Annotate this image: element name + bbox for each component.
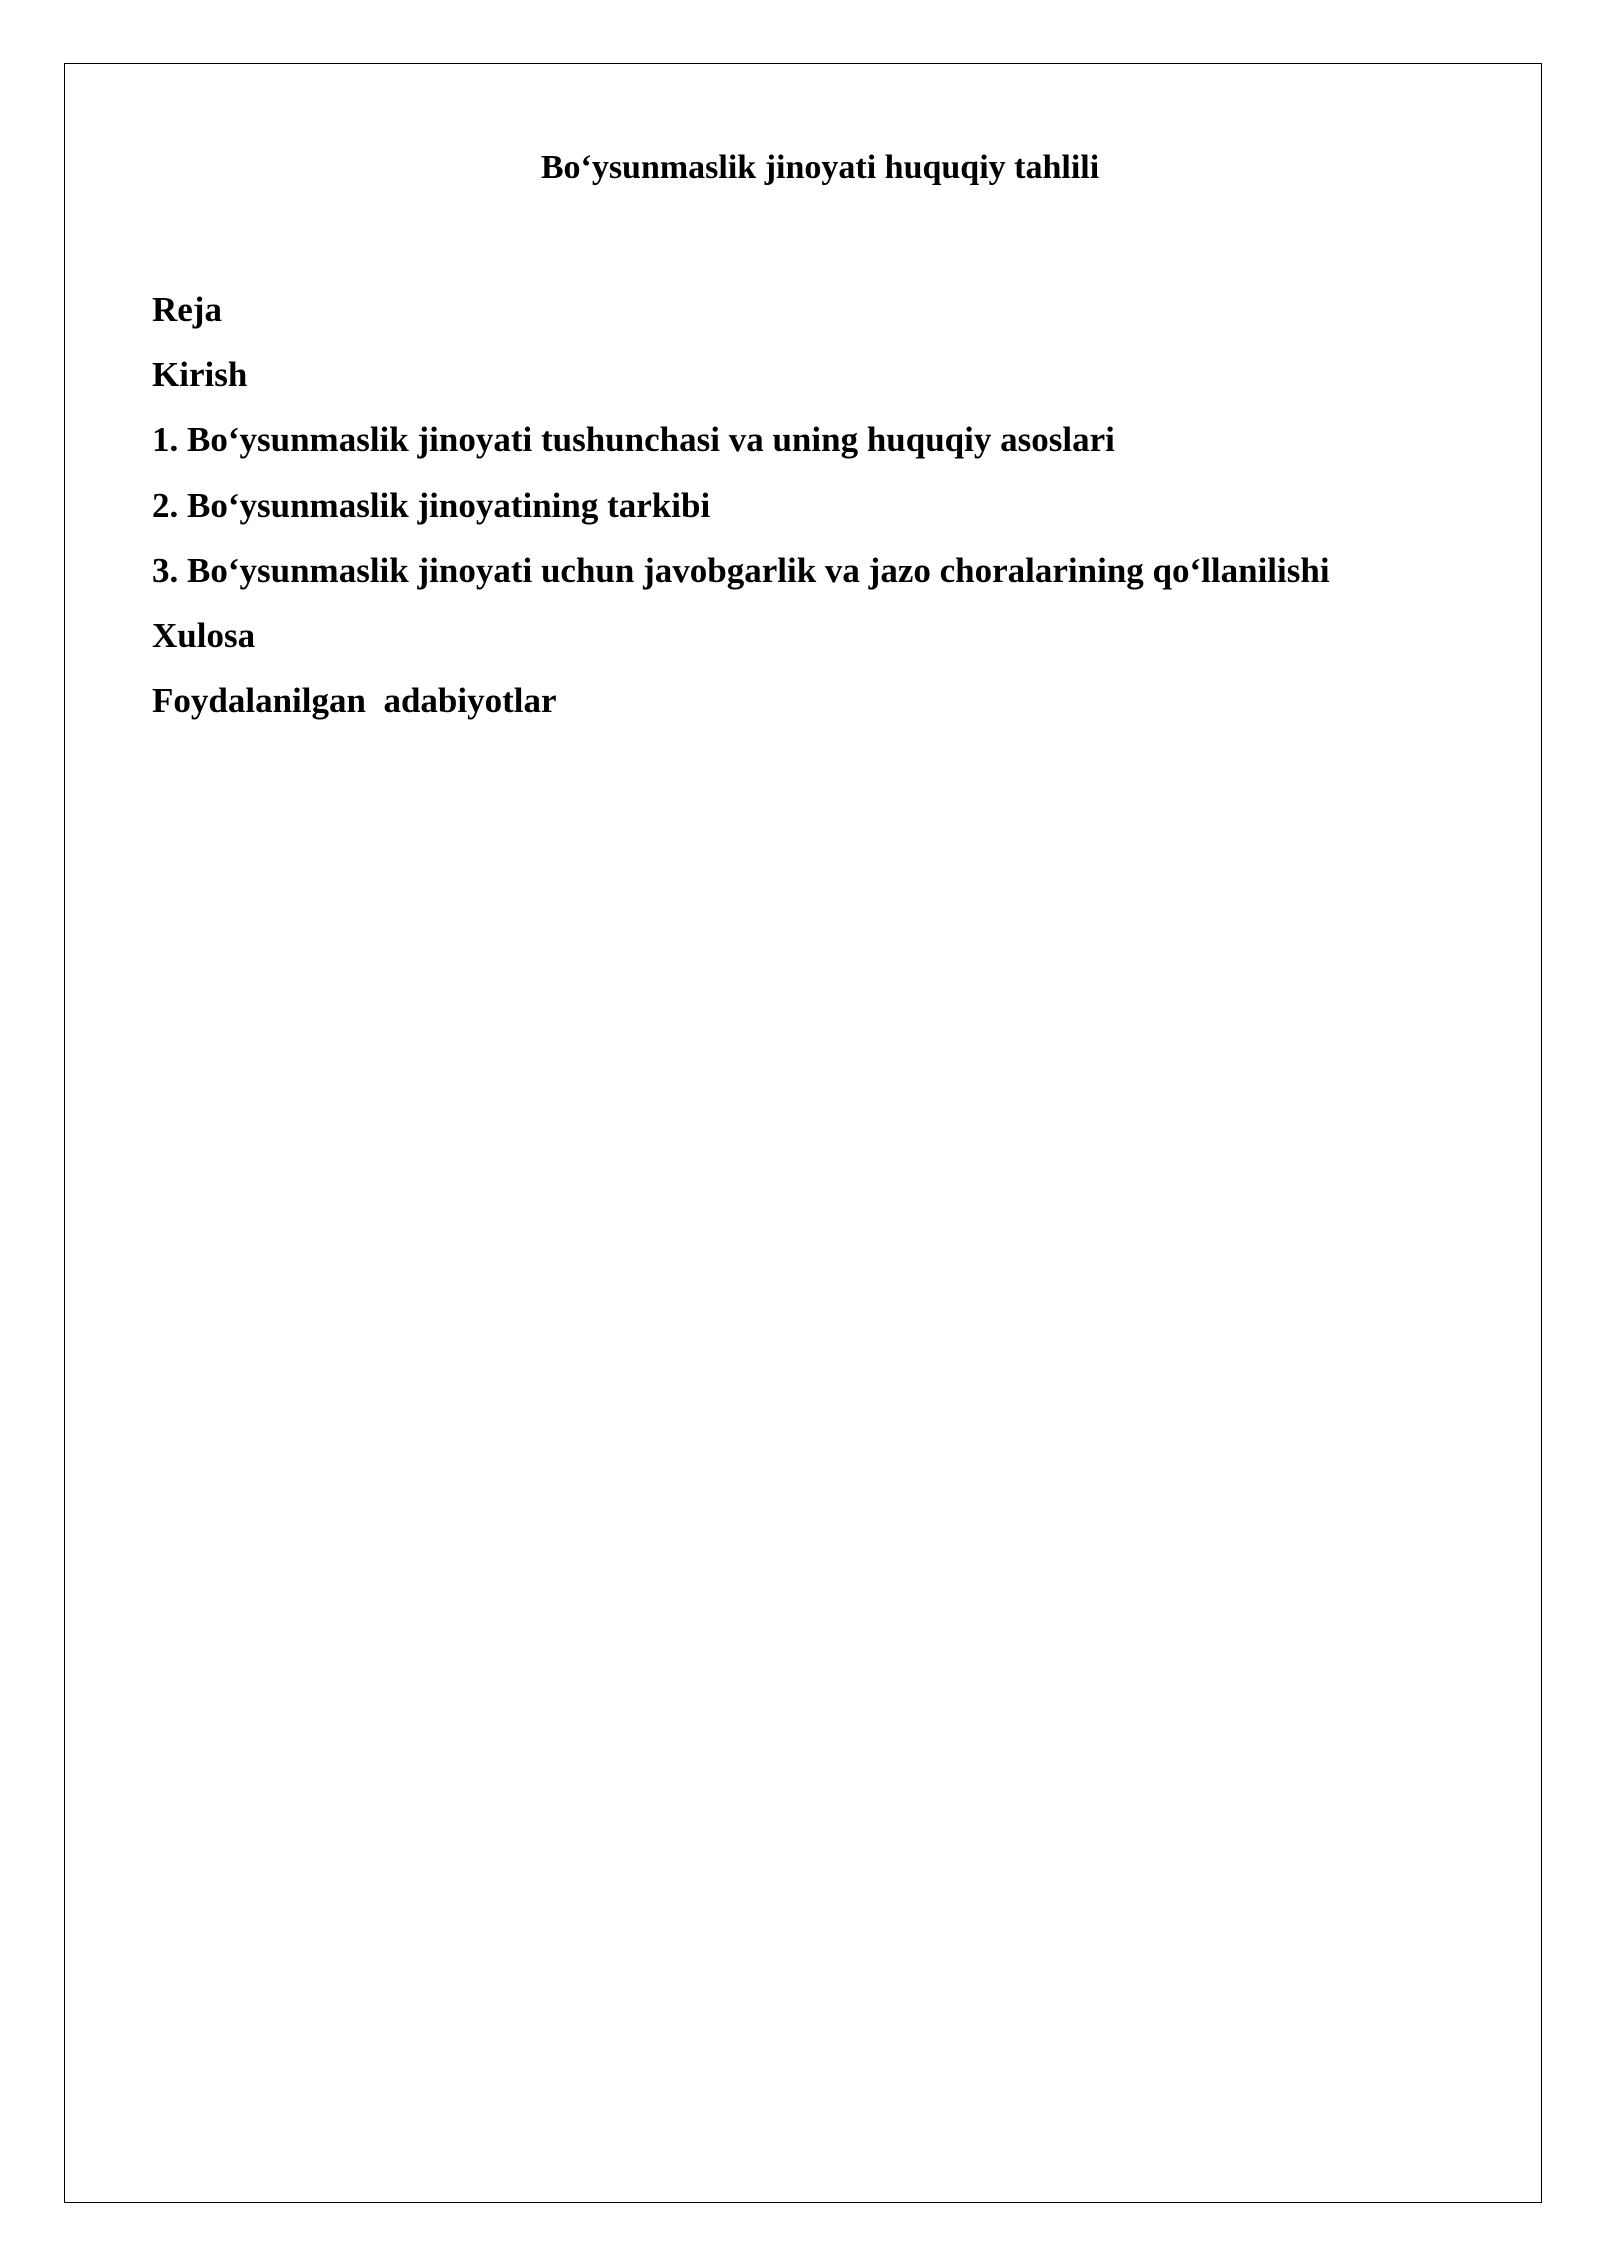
plan-item-references: Foydalanilgan adabiyotlar xyxy=(152,681,557,721)
plan-heading: Reja xyxy=(152,290,222,329)
plan-item-chapter-3: 3. Bo‘ysunmaslik jinoyati uchun javobgarlik va jazo choralarining qo‘llanilishi xyxy=(152,550,1330,590)
plan-list xyxy=(152,277,1330,733)
document-title: Bo‘ysunmaslik jinoyati huquqiy tahlili xyxy=(540,149,1100,186)
plan-item-conclusion: Xulosa xyxy=(152,615,256,655)
plan-item-chapter-1: 1. Bo‘ysunmaslik jinoyati tushunchasi va uning huquqiy asoslari xyxy=(152,420,1115,460)
plan-item-introduction: Kirish xyxy=(152,355,248,395)
plan-item-chapter-2: 2. Bo‘ysunmaslik jinoyatining tarkibi xyxy=(152,485,711,525)
